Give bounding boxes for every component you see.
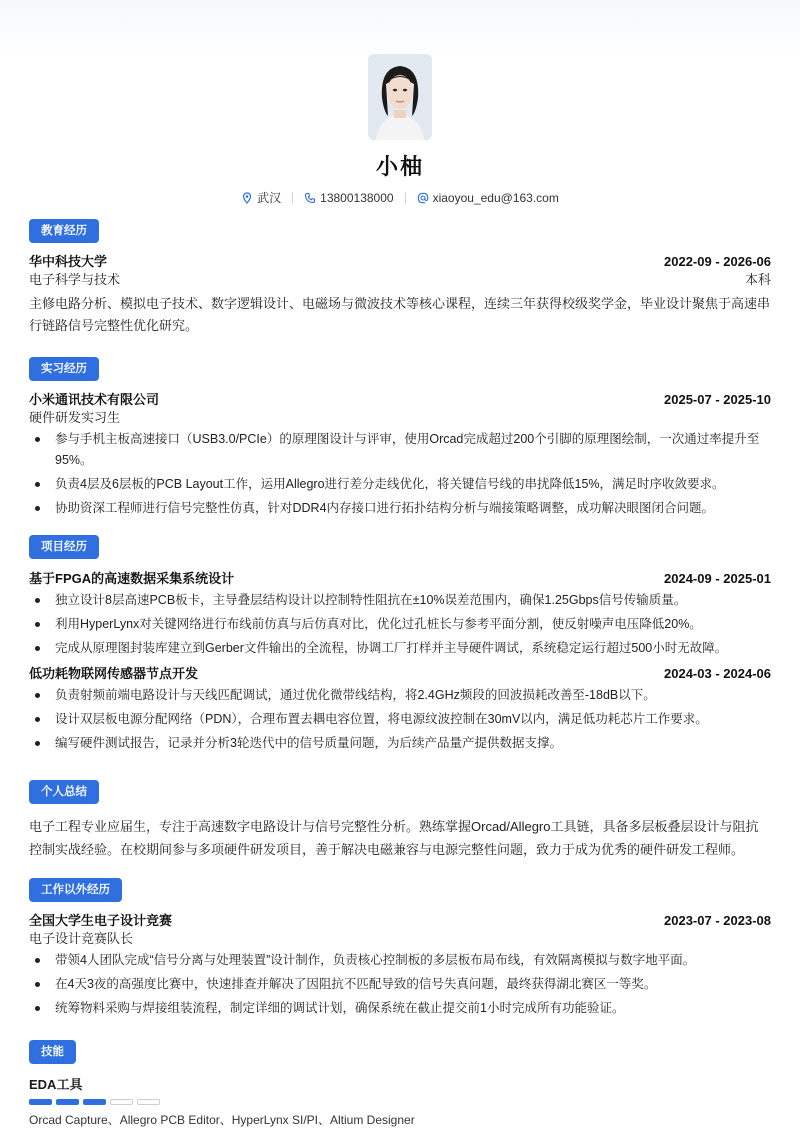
internship-bullets <box>29 429 771 519</box>
project-header <box>29 570 771 588</box>
resume-header <box>0 0 800 206</box>
email-at-icon <box>417 192 429 204</box>
internship-role: 硬件研发实习生 <box>29 410 121 425</box>
project-header <box>29 665 771 683</box>
city-text: 武汉 <box>257 191 282 205</box>
project-bullets <box>29 685 771 754</box>
extra-header <box>29 912 771 930</box>
education-period: 2022-09 - 2026-06 <box>664 254 771 269</box>
company-name: 小米通讯技术有限公司 <box>29 392 160 407</box>
phone-text: 13800138000 <box>320 190 394 205</box>
section-tag-extra: 工作以外经历 <box>29 878 122 902</box>
summary-text: 电子工程专业应届生，专注于高速数字电路设计与信号完整性分析。熟练掌握Orcad/Allegro工具链，具备多层板叠层设计与阻抗控制实战经验。在校期间参与多项硬件研发项目，善于解决电磁兼容与电源完整性问题，致力于成为优秀的硬件研发工程师。 <box>29 819 759 857</box>
location-pin-icon <box>241 192 253 204</box>
skill-name: EDA工具 <box>29 1077 83 1092</box>
list-item: 独立设计8层高速PCB板卡，主导叠层结构设计以控制特性阻抗在±10%误差范围内，确保1.25Gbps信号传输质量。 <box>29 590 771 611</box>
skill-detail: Orcad Capture、Allegro PCB Editor、HyperLynx SI/PI、Altium Designer <box>29 1113 415 1127</box>
contact-phone <box>293 191 404 205</box>
internship-sub <box>29 409 771 427</box>
project-name: 低功耗物联网传感器节点开发 <box>29 666 199 681</box>
email-text: xiaoyou_edu@163.com <box>432 190 559 205</box>
list-item: 设计双层板电源分配网络（PDN），合理布置去耦电容位置，将电源纹波控制在30mV以内，满足低功耗芯片工作要求。 <box>29 709 771 730</box>
skill-level-segment <box>56 1099 79 1105</box>
skill-level-bars <box>29 1099 771 1105</box>
education-description: 主修电路分析、模拟电子技术、数字逻辑设计、电磁场与微波技术等核心课程，连续三年获得校级奖学金，毕业设计聚焦于高速串行链路信号完整性优化研究。 <box>29 296 771 333</box>
list-item: 负责射频前端电路设计与天线匹配调试，通过优化微带线结构，将2.4GHz频段的回波损耗改善至-18dB以下。 <box>29 685 771 706</box>
list-item: 利用HyperLynx对关键网络进行布线前仿真与后仿真对比，优化过孔桩长与参考平面分割，使反射噪声电压降低20%。 <box>29 614 771 635</box>
competition-role: 电子设计竞赛队长 <box>29 931 134 946</box>
competition-period: 2023-07 - 2023-08 <box>664 913 771 928</box>
extra-sub <box>29 930 771 948</box>
project-period: 2024-09 - 2025-01 <box>664 571 771 586</box>
skill-level-segment <box>137 1099 160 1105</box>
section-tag-education: 教育经历 <box>29 219 99 243</box>
education-header <box>29 253 771 271</box>
phone-icon <box>304 192 316 204</box>
section-internship <box>29 357 771 522</box>
skill-level-segment <box>83 1099 106 1105</box>
skill-level-segment <box>110 1099 133 1105</box>
list-item: 参与手机主板高速接口（USB3.0/PCIe）的原理图设计与评审，使用Orcad完成超过200个引脚的原理图绘制，一次通过率提升至95%。 <box>29 429 771 471</box>
degree: 本科 <box>744 272 771 287</box>
school-name: 华中科技大学 <box>29 254 108 269</box>
list-item: 带领4人团队完成“信号分离与处理装置”设计制作，负责核心控制板的多层板布局布线，有效隔离模拟与数字地平面。 <box>29 950 771 971</box>
project-bullets <box>29 590 771 659</box>
contact-email <box>406 191 570 205</box>
list-item: 负责4层及6层板的PCB Layout工作，运用Allegro进行差分走线优化，将关键信号线的串扰降低15%，满足时序收敛要求。 <box>29 474 771 495</box>
list-item: 统筹物料采购与焊接组装流程，制定详细的调试计划，确保系统在截止提交前1小时完成所有功能验证。 <box>29 998 771 1019</box>
candidate-name: 小柚 <box>375 154 424 179</box>
major: 电子科学与技术 <box>29 272 121 287</box>
section-extra <box>29 878 771 1022</box>
section-projects <box>29 535 771 757</box>
extra-bullets <box>29 950 771 1019</box>
section-summary <box>29 780 771 861</box>
list-item: 完成从原理图封装库建立到Gerber文件输出的全流程，协调工厂打样并主导硬件调试，系统稳定运行超过500小时无故障。 <box>29 638 771 659</box>
section-tag-projects: 项目经历 <box>29 535 99 559</box>
internship-header <box>29 391 771 409</box>
section-tag-internship: 实习经历 <box>29 357 99 381</box>
avatar <box>368 54 432 140</box>
list-item: 协助资深工程师进行信号完整性仿真，针对DDR4内存接口进行拓扑结构分析与端接策略调整，成功解决眼图闭合问题。 <box>29 498 771 519</box>
list-item: 编写硬件测试报告，记录并分析3轮迭代中的信号质量问题，为后续产品量产提供数据支撑。 <box>29 733 771 754</box>
project-period: 2024-03 - 2024-06 <box>664 666 771 681</box>
skill-level-segment <box>29 1099 52 1105</box>
section-tag-summary: 个人总结 <box>29 780 99 804</box>
list-item: 在4天3夜的高强度比赛中，快速排查并解决了因阻抗不匹配导致的信号失真问题，最终获得湖北赛区一等奖。 <box>29 974 771 995</box>
section-skills <box>29 1040 771 1128</box>
contact-info <box>0 189 800 206</box>
internship-period: 2025-07 - 2025-10 <box>664 392 771 407</box>
section-education <box>29 219 771 337</box>
competition-name: 全国大学生电子设计竞赛 <box>29 913 173 928</box>
education-sub <box>29 271 771 289</box>
project-name: 基于FPGA的高速数据采集系统设计 <box>29 571 235 586</box>
section-tag-skills: 技能 <box>29 1040 76 1064</box>
contact-city <box>230 189 292 206</box>
